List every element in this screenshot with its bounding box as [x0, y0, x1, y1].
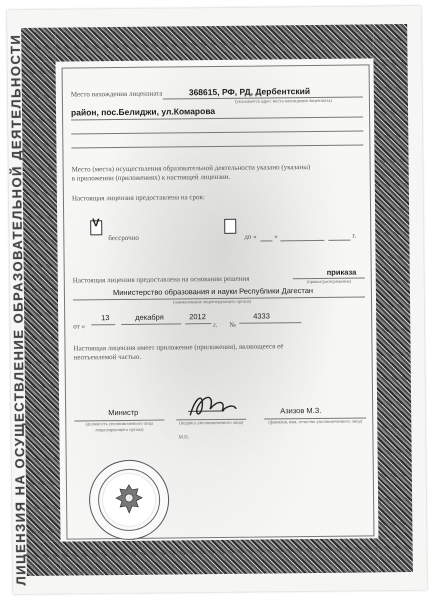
- location-value-line1: 368615, РФ, РД, Дербентский: [188, 86, 311, 98]
- seal-mp: М.П.: [178, 435, 190, 441]
- position-hint: (должность уполномоченного лица лицензирующего органа): [85, 420, 154, 432]
- basis-authority-hint: (наименование лицензирующего органа): [172, 298, 252, 305]
- footer-printer: ООО «БЛАНК»... г. Москва, 2012 г., уровень А: [70, 568, 156, 575]
- basis-doc-type: приказа: [326, 267, 357, 277]
- term-until-prefix: до «: [244, 232, 257, 241]
- activity-place-line1: Место (места) осуществления образовательной деятельности указано (указаны): [71, 163, 311, 174]
- unlimited-checkbox: [90, 217, 102, 235]
- license-sheet: [7, 6, 427, 594]
- handwritten-signature: [184, 391, 238, 422]
- until-checkbox: [224, 219, 236, 234]
- basis-year-line: [185, 323, 211, 324]
- vertical-title: ЛИЦЕНЗИЯ НА ОСУЩЕСТВЛЕНИЕ ОБРАЗОВАТЕЛЬНОЙ ДЕЯТЕЛЬНОСТИ: [7, 33, 29, 586]
- footer-order-number: заказ № 3194: [342, 568, 369, 574]
- basis-year-suffix: г.: [213, 321, 218, 330]
- location-underline-4: [71, 144, 363, 148]
- check-mark: V: [92, 217, 100, 230]
- basis-day: 13: [101, 313, 110, 323]
- term-until-year-suffix: г.: [352, 231, 357, 240]
- signature-hint: (подпись уполномоченного лица): [179, 419, 244, 426]
- appendix-line1: Настоящая лицензия имеет приложение (приложения), являющееся её: [73, 342, 284, 353]
- basis-month: декабря: [135, 312, 164, 322]
- basis-number-line: [239, 322, 301, 324]
- official-seal: [89, 460, 170, 541]
- basis-number-label: №: [229, 320, 236, 329]
- location-label: Место нахождения лицензиата: [70, 89, 163, 99]
- basis-day-line: [91, 324, 115, 325]
- basis-doc-type-hint: (приказ/распоряжение): [306, 278, 352, 285]
- until-month-line: [280, 240, 324, 241]
- activity-place-line2: в приложении (приложениях) к настоящей лицензии.: [71, 172, 231, 183]
- location-hint: (указывается адрес места нахождения лицензиата): [234, 97, 332, 104]
- basis-month-line: [121, 323, 181, 325]
- term-until-close: »: [274, 232, 278, 241]
- coat-of-arms-icon: [114, 483, 144, 515]
- document-body: [62, 64, 375, 539]
- basis-authority: Министерство образования и науки Республики Дагестан: [112, 285, 314, 298]
- until-year-line: [328, 240, 350, 241]
- basis-number: 4333: [253, 311, 270, 321]
- signatory-name: Азизов М.З.: [280, 405, 322, 416]
- signatory-position: Министр: [108, 407, 139, 418]
- name-hint: (фамилия, имя, отчество уполномоченного лица): [268, 418, 363, 425]
- term-label: Настоящая лицензия предоставлена на срок:: [71, 193, 205, 203]
- term-unlimited-label: бессрочно: [108, 233, 139, 243]
- location-value-line2: район, пос.Белиджи, ул.Комарова: [70, 106, 216, 118]
- until-day-line: [260, 240, 272, 241]
- basis-label: Настоящая лицензия предоставлена на основании решения: [72, 274, 250, 285]
- appendix-line2: неотъемлемой частью.: [73, 352, 142, 362]
- basis-year: 2012: [189, 312, 206, 322]
- location-underline-3: [71, 130, 363, 134]
- basis-from: от «: [73, 322, 86, 331]
